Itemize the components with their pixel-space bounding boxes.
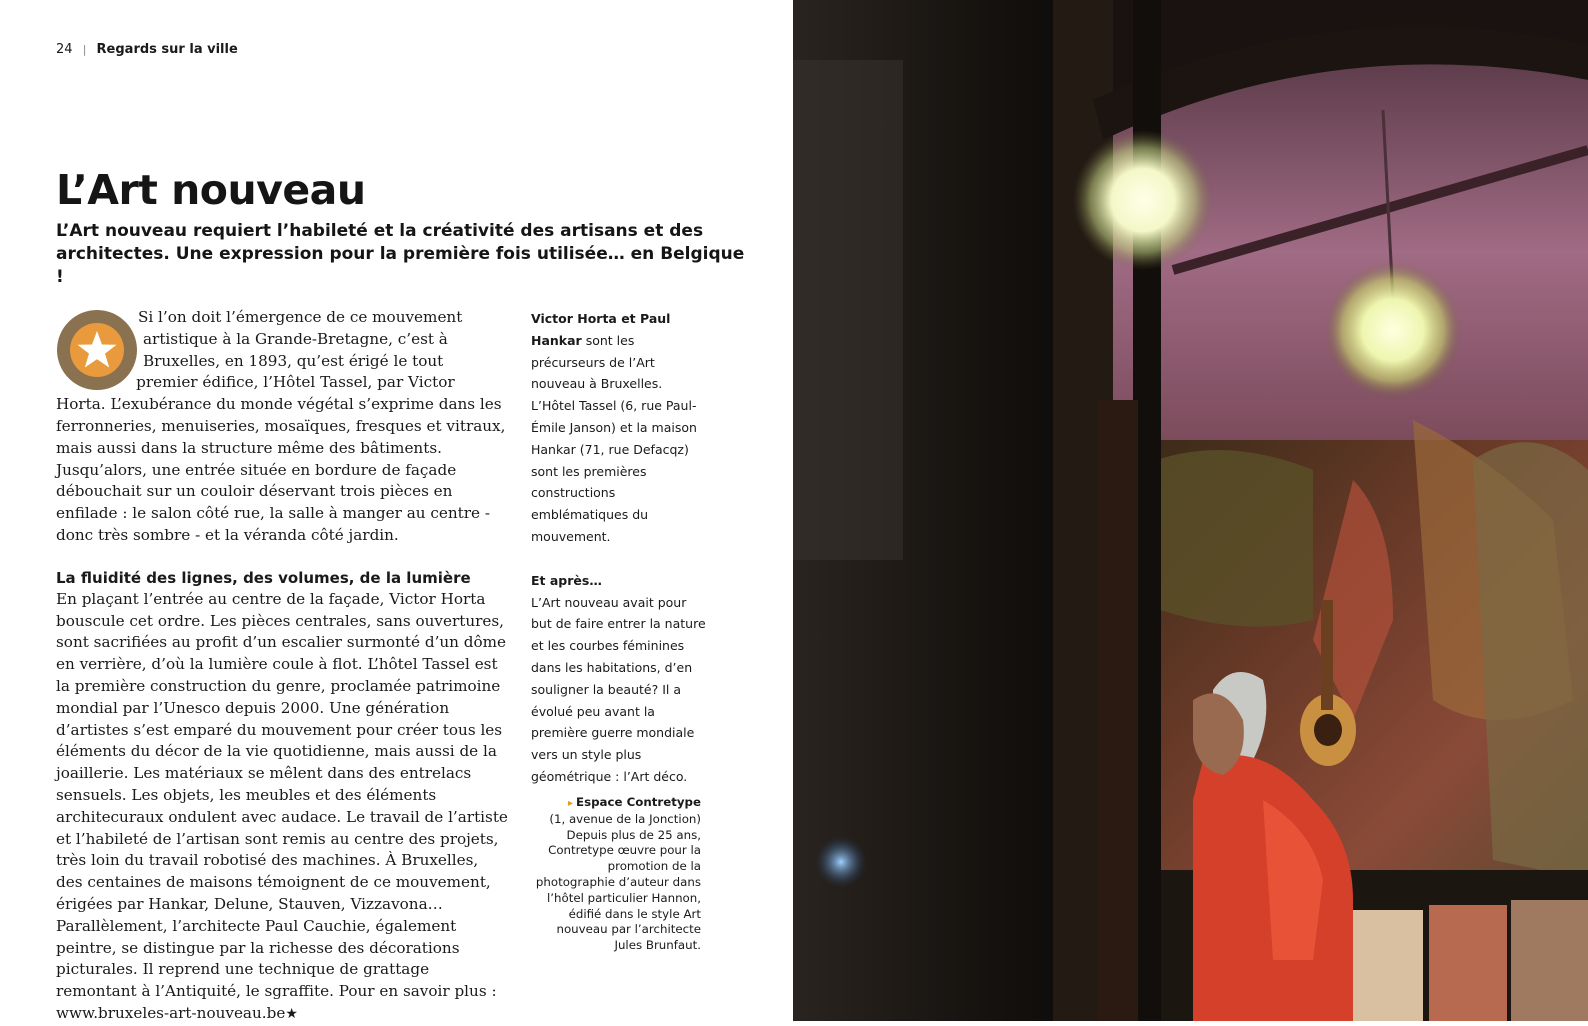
sidebar-block-1-heading: Victor Horta et Paul Hankar <box>531 311 671 348</box>
body-paragraph-1: Si l’on doit l’émergence de ce mouvement artistique à la Grande-Bretagne, c’est à Bruxelles, en 1893, qu’est érigé le tout premier édifice, l’Hôtel Tassel, par Victor Horta. L’exubérance du monde végétal s’exprime dans les ferronneries, menuiseries, mosaïques, fresques et vitraux, mais aussi dans la structure même des bâtiments. Jusqu’alors, une entrée située en bordure de façade débouchait sur un couloir déservant trois pièces en enfilade : le salon côté rue, la salle à manger au centre - donc très sombre - et la véranda côté jardin. <box>56 308 506 544</box>
address-text: (1, avenue de la Jonction) Depuis plus de 25 ans, Contretype œuvre pour la promotion de la photographie d’auteur dans l’hôtel particulier Hannon, édifié dans le style Art nouveau par l’architecte Jules Brunfaut. <box>535 811 701 953</box>
interior-photo <box>793 0 1588 1021</box>
article-lead: L’Art nouveau requiert l’habileté et la créativité des artisans et des architectes. Une expression pour la première fois utilisée… en Belgique ! <box>56 221 745 287</box>
sidebar-block-2-text: L’Art nouveau avait pour but de faire entrer la nature et les courbes féminines dans les habitations, d’en souligner la beauté? Il a évolué peu avant la première guerre mondiale vers un style plus géométrique : l’Art déco. <box>531 594 706 784</box>
sidebar-spacer <box>531 548 709 570</box>
end-mark-icon: ★ <box>285 1005 298 1022</box>
star-badge-icon <box>56 309 138 391</box>
section-name: Regards sur la ville <box>96 42 238 57</box>
page-number: 24 <box>56 42 73 57</box>
main-column <box>56 307 508 1026</box>
sidebar <box>531 308 709 788</box>
address-name: Espace Contretype <box>576 795 701 809</box>
body-subheading: La fluidité des lignes, des volumes, de la lumière <box>56 568 471 587</box>
sidebar-block-1-text: sont les précurseurs de l’Art nouveau à Bruxelles. L’Hôtel Tassel (6, rue Paul-Émile Janson) et la maison Hankar (71, rue Defacqz) sont les premières constructions emblématiques du mouvement. <box>531 332 697 544</box>
address-heading <box>531 795 701 812</box>
sidebar-block-2-title: Et après… <box>531 572 602 588</box>
header-separator: | <box>82 43 87 56</box>
left-page <box>0 0 793 1021</box>
sidebar-block-2-heading <box>531 570 709 592</box>
address-box <box>531 795 701 954</box>
arrow-right-icon: ▸ <box>567 798 574 809</box>
body-paragraph-2-wrap <box>56 589 508 1026</box>
sidebar-block-1 <box>531 308 709 548</box>
running-header <box>56 42 238 57</box>
photo-illustration <box>793 0 1588 1021</box>
article-title: L’Art nouveau <box>56 166 366 214</box>
body-paragraph-2: En plaçant l’entrée au centre de la façade, Victor Horta bouscule cet ordre. Les pièces centrales, sans ouvertures, sont sacrifiées au profit d’un escalier surmonté d’un dôme en verrière, d’où la lumière coule à flot. L’hôtel Tassel est la première construction du genre, proclamée patrimoine mondial par l’Unesco depuis 2000. Une génération d’artistes s’est emparé du mouvement pour créer tous les éléments du décor de la vie quotidienne, mais aussi de la joaillerie. Les matériaux se mêlent dans des entrelacs sensuels. Les objets, les meubles et des éléments architecuraux ondulent avec audace. Le travail de l’artiste et l’habileté de l’artisan sont remis au centre des projets, très loin du travail robotisé des machines. À Bruxelles, des centaines de maisons témoignent de ce mouvement, érigées par Hankar, Delune, Stauven, Vizzavona… Parallèlement, l’architecte Paul Cauchie, également peintre, se distingue par la richesse des décorations picturales. Il reprend une technique de grattage remontant à l’Antiquité, le sgraffite. Pour en savoir plus : www.bruxeles-art-nouveau.be <box>56 589 508 1022</box>
